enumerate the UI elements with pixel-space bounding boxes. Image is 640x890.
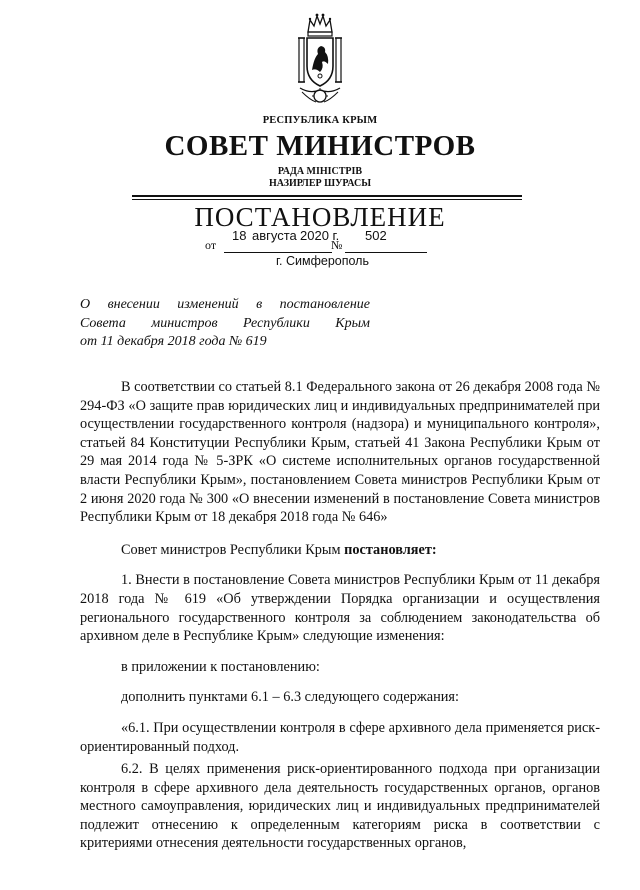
city: г. Симферополь	[276, 254, 369, 268]
date-underline	[224, 252, 332, 253]
council-title: СОВЕТ МИНИСТРОВ	[164, 130, 476, 162]
resolution-paragraph	[80, 541, 600, 560]
header-divider-thick	[132, 195, 522, 197]
supplement-paragraph: дополнить пунктами 6.1 – 6.3 следующего содержания:	[121, 689, 459, 706]
council-title-crimean-tatar: НАЗИРЛЕР ШУРАСЫ	[268, 178, 372, 189]
preamble-paragraph: В соответствии со статьей 8.1 Федерального закона от 26 декабря 2008 года № 294-ФЗ «О защите прав юридических лиц и индивидуальных предпринимателей при осуществлении государственного контроля (надзора) и муниципального контроля», статьей 84 Конституции Республики Крым, статьей 41 Закона Республики Крым от 29 мая 2014 года № 5-ЗРК «О системе исполнительных органов государственной власти Республики Крым», постановлением Совета министров Республики Крым от 2 июня 2020 года № 300 «О внесении изменений в постановление Совета министров Республики Крым от 18 декабря 2018 года № 646»	[80, 379, 600, 526]
annex-paragraph: в приложении к постановлению:	[121, 658, 320, 675]
republic-name: РЕСПУБЛИКА КРЫМ	[262, 115, 378, 126]
decree-date-day: 18	[232, 228, 247, 243]
resolution-subject: Совет министров Республики Крым	[121, 541, 345, 558]
number-label: №	[331, 238, 343, 252]
header-divider-thin	[132, 199, 522, 200]
decree-date-year: 2020 г.	[300, 228, 340, 243]
subject-line: Совета министров Республики Крым	[80, 315, 370, 331]
from-label: от	[205, 238, 217, 252]
resolution-verb: постановляет:	[344, 541, 437, 558]
item-1-paragraph: 1. Внести в постановление Совета министров Республики Крым от 11 декабря 2018 года № 619 «Об утверждении Порядка организации и осуществления регионального государственного контроля за соблюдением законодательства об архивном деле в Республике Крым» следующие изменения:	[80, 572, 600, 645]
clause-6-1-paragraph: «6.1. При осуществлении контроля в сфере архивного дела применяется риск-ориентированный подход.	[80, 719, 600, 755]
decree-title: ПОСТАНОВЛЕНИЕ	[194, 202, 446, 232]
number-underline	[345, 252, 427, 253]
subject-line: от 11 декабря 2018 года № 619	[80, 334, 267, 349]
decree-subject	[80, 296, 370, 352]
decree-number: 502	[365, 228, 387, 243]
decree-date-month: августа	[252, 228, 297, 243]
council-title-ukrainian: РАДА МІНІСТРІВ	[277, 166, 363, 177]
clause-6-2-paragraph: 6.2. В целях применения риск-ориентированного подхода при организации контроля в сфере архивного дела деятельность государственных органов, органов местного самоуправления, юридических лиц и индивидуальных предпринимателей подлежит отнесению к определенным категориям риска в соответствии с критериями отнесения деятельности государственных органов,	[80, 761, 600, 852]
subject-line: О внесении изменений в постановление	[80, 297, 370, 312]
crimea-coat-of-arms-icon	[296, 10, 344, 108]
decree-body	[80, 378, 600, 853]
